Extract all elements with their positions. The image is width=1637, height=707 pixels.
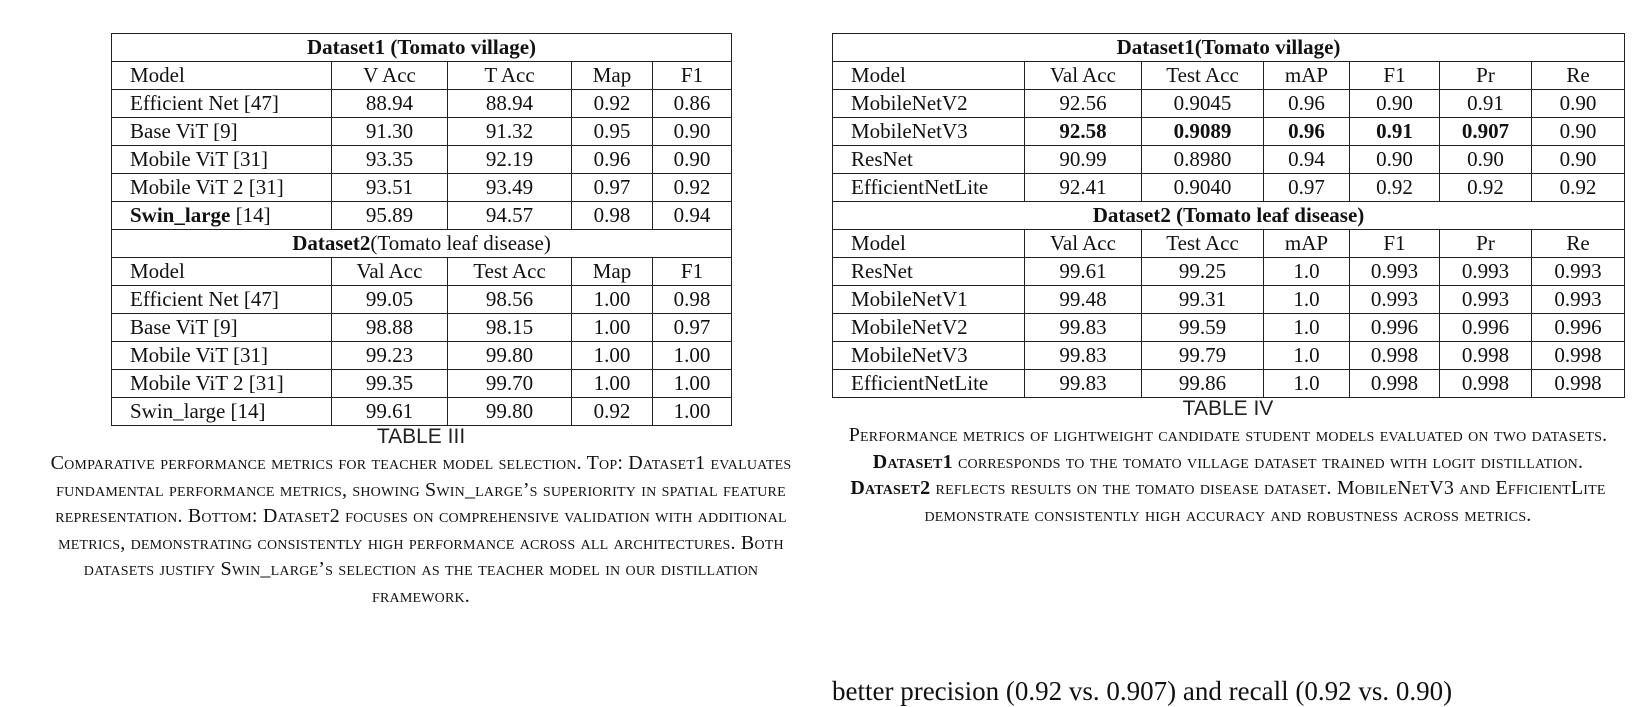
value-cell: 0.92 xyxy=(572,398,653,426)
value-cell: 0.92 xyxy=(1532,174,1625,202)
dataset2-title: Dataset2 xyxy=(292,231,371,255)
table-4-dataset1-header xyxy=(833,34,1625,62)
table-4-label: TABLE IV xyxy=(1182,397,1274,420)
value-cell: 99.80 xyxy=(448,398,572,426)
column-header: Val Acc xyxy=(1025,62,1142,90)
value-cell: 93.49 xyxy=(448,174,572,202)
table-3 xyxy=(111,33,732,426)
value-cell: 94.57 xyxy=(448,202,572,230)
value-cell: 99.35 xyxy=(332,370,448,398)
model-cell: Efficient Net [47] xyxy=(112,90,332,118)
model-cell: MobileNetV1 xyxy=(833,286,1025,314)
value-cell: 91.30 xyxy=(332,118,448,146)
value-cell: 99.05 xyxy=(332,286,448,314)
value-cell: 1.0 xyxy=(1264,258,1350,286)
value-cell: 0.8980 xyxy=(1142,146,1264,174)
value-cell: 99.79 xyxy=(1142,342,1264,370)
value-cell: 0.96 xyxy=(572,146,653,174)
model-cell: Base ViT [9] xyxy=(112,314,332,342)
value-cell: 98.15 xyxy=(448,314,572,342)
value-cell: 0.9045 xyxy=(1142,90,1264,118)
table-row xyxy=(112,398,732,426)
column-header: Model xyxy=(833,62,1025,90)
value-cell: 99.70 xyxy=(448,370,572,398)
column-header: F1 xyxy=(653,62,732,90)
value-cell: 0.9089 xyxy=(1142,118,1264,146)
caption-dataset2: Dataset2 xyxy=(850,477,931,500)
table-3-dataset2-columns xyxy=(112,258,732,286)
value-cell: 0.96 xyxy=(1264,118,1350,146)
value-cell: 0.993 xyxy=(1350,286,1440,314)
table-4-dataset2-header xyxy=(833,202,1625,230)
value-cell: 0.993 xyxy=(1440,286,1532,314)
model-reference: [14] xyxy=(230,203,271,227)
table-3-dataset2-header xyxy=(112,230,732,258)
table-row xyxy=(833,118,1625,146)
value-cell: 0.998 xyxy=(1350,342,1440,370)
column-header: Test Acc xyxy=(448,258,572,286)
value-cell: 99.61 xyxy=(332,398,448,426)
model-cell: Mobile ViT 2 [31] xyxy=(112,370,332,398)
dataset2-title: Dataset2 (Tomato leaf disease) xyxy=(833,202,1625,230)
column-header: Test Acc xyxy=(1142,62,1264,90)
caption-dataset1: Dataset1 xyxy=(872,450,953,473)
table-row xyxy=(112,174,732,202)
value-cell: 0.907 xyxy=(1440,118,1532,146)
value-cell: 99.86 xyxy=(1142,370,1264,398)
value-cell: 1.0 xyxy=(1264,286,1350,314)
column-header: mAP xyxy=(1264,62,1350,90)
value-cell: 0.996 xyxy=(1532,314,1625,342)
column-header: Val Acc xyxy=(332,258,448,286)
table-3-dataset1-header xyxy=(112,34,732,62)
column-header: F1 xyxy=(1350,62,1440,90)
value-cell: 99.23 xyxy=(332,342,448,370)
value-cell: 92.56 xyxy=(1025,90,1142,118)
value-cell: 0.98 xyxy=(572,202,653,230)
value-cell: 99.48 xyxy=(1025,286,1142,314)
value-cell: 1.00 xyxy=(653,398,732,426)
value-cell: 0.90 xyxy=(653,118,732,146)
caption-text: corresponds to the tomato village dataset trained with logit distillation. xyxy=(952,450,1584,473)
value-cell: 0.98 xyxy=(653,286,732,314)
value-cell: 0.993 xyxy=(1532,258,1625,286)
column-header: F1 xyxy=(653,258,732,286)
value-cell: 0.97 xyxy=(1264,174,1350,202)
table-4 xyxy=(832,33,1625,398)
value-cell: 0.993 xyxy=(1440,258,1532,286)
value-cell: 0.993 xyxy=(1532,286,1625,314)
model-cell: Swin_large [14] xyxy=(112,398,332,426)
value-cell: 90.99 xyxy=(1025,146,1142,174)
table-row xyxy=(112,202,732,230)
value-cell: 1.00 xyxy=(572,286,653,314)
value-cell: 99.80 xyxy=(448,342,572,370)
table-row xyxy=(833,370,1625,398)
table-row xyxy=(112,146,732,174)
value-cell: 92.19 xyxy=(448,146,572,174)
value-cell: 99.59 xyxy=(1142,314,1264,342)
value-cell: 98.56 xyxy=(448,286,572,314)
value-cell: 0.998 xyxy=(1440,342,1532,370)
model-cell: Efficient Net [47] xyxy=(112,286,332,314)
value-cell: 0.90 xyxy=(1350,90,1440,118)
table-3-caption: Comparative performance metrics for teacher model selection. Top: Dataset1 evaluates fundamental performance metrics, showing Swin_large’s superiority in spatial feature representation. Bottom: Dataset2 focuses on comprehensive validation with additional metrics, demonstrating consistently high performance across all architectures. Both datasets justify Swin_large’s selection as the teacher model in our distillation framework. xyxy=(50,452,792,607)
column-header: V Acc xyxy=(332,62,448,90)
caption-text: reflects results on the tomato disease dataset. MobileNetV3 and EfficientLite demonstrate consistently high accuracy and robustness across metrics. xyxy=(924,477,1606,526)
table-4-dataset2-columns xyxy=(833,230,1625,258)
value-cell: 0.998 xyxy=(1532,342,1625,370)
column-header: Re xyxy=(1532,62,1625,90)
model-cell: ResNet xyxy=(833,146,1025,174)
value-cell: 0.91 xyxy=(1350,118,1440,146)
table-row xyxy=(833,90,1625,118)
column-header: Re xyxy=(1532,230,1625,258)
model-cell: Mobile ViT 2 [31] xyxy=(112,174,332,202)
value-cell: 0.86 xyxy=(653,90,732,118)
model-cell: MobileNetV3 xyxy=(833,118,1025,146)
value-cell: 99.83 xyxy=(1025,370,1142,398)
column-header: Test Acc xyxy=(1142,230,1264,258)
value-cell: 93.35 xyxy=(332,146,448,174)
model-cell: MobileNetV3 xyxy=(833,342,1025,370)
model-cell: ResNet xyxy=(833,258,1025,286)
value-cell: 0.92 xyxy=(653,174,732,202)
value-cell: 92.41 xyxy=(1025,174,1142,202)
value-cell: 0.97 xyxy=(653,314,732,342)
value-cell: 99.83 xyxy=(1025,314,1142,342)
model-cell: Base ViT [9] xyxy=(112,118,332,146)
value-cell: 1.00 xyxy=(653,370,732,398)
table-4-caption xyxy=(832,422,1624,528)
value-cell: 0.95 xyxy=(572,118,653,146)
column-header: Map xyxy=(572,62,653,90)
value-cell: 0.996 xyxy=(1440,314,1532,342)
table-3-label: TABLE III xyxy=(376,425,466,448)
value-cell: 92.58 xyxy=(1025,118,1142,146)
value-cell: 0.90 xyxy=(653,146,732,174)
value-cell: 0.90 xyxy=(1532,146,1625,174)
value-cell: 0.993 xyxy=(1350,258,1440,286)
table-4-dataset1-columns xyxy=(833,62,1625,90)
table-row xyxy=(833,146,1625,174)
value-cell: 0.90 xyxy=(1532,90,1625,118)
value-cell: 99.61 xyxy=(1025,258,1142,286)
column-header: Model xyxy=(112,62,332,90)
value-cell: 1.00 xyxy=(572,342,653,370)
value-cell: 0.92 xyxy=(1350,174,1440,202)
table-row xyxy=(112,286,732,314)
model-cell xyxy=(112,202,332,230)
table-row xyxy=(112,342,732,370)
value-cell: 1.00 xyxy=(653,342,732,370)
value-cell: 1.0 xyxy=(1264,342,1350,370)
value-cell: 98.88 xyxy=(332,314,448,342)
table-row xyxy=(833,314,1625,342)
table-row xyxy=(833,342,1625,370)
column-header: Pr xyxy=(1440,62,1532,90)
column-header: T Acc xyxy=(448,62,572,90)
table-row xyxy=(112,370,732,398)
table-row xyxy=(112,314,732,342)
dataset1-subtitle: (Tomato village) xyxy=(390,35,537,59)
body-paragraph: better precision (0.92 vs. 0.907) and recall (0.92 vs. 0.90) xyxy=(832,676,1453,706)
table-row xyxy=(112,90,732,118)
value-cell: 0.96 xyxy=(1264,90,1350,118)
dataset2-subtitle: (Tomato leaf disease) xyxy=(370,231,551,255)
column-header: mAP xyxy=(1264,230,1350,258)
model-cell: EfficientNetLite xyxy=(833,370,1025,398)
column-header: Pr xyxy=(1440,230,1532,258)
value-cell: 99.25 xyxy=(1142,258,1264,286)
model-cell: MobileNetV2 xyxy=(833,90,1025,118)
value-cell: 1.00 xyxy=(572,370,653,398)
model-cell: Mobile ViT [31] xyxy=(112,146,332,174)
value-cell: 0.998 xyxy=(1532,370,1625,398)
model-cell: Mobile ViT [31] xyxy=(112,342,332,370)
dataset1-title: Dataset1 xyxy=(307,35,386,59)
value-cell: 99.83 xyxy=(1025,342,1142,370)
value-cell: 1.0 xyxy=(1264,370,1350,398)
value-cell: 0.97 xyxy=(572,174,653,202)
value-cell: 1.00 xyxy=(572,314,653,342)
model-cell: MobileNetV2 xyxy=(833,314,1025,342)
value-cell: 88.94 xyxy=(332,90,448,118)
table-3-dataset1-columns xyxy=(112,62,732,90)
table-row xyxy=(112,118,732,146)
value-cell: 0.92 xyxy=(572,90,653,118)
value-cell: 0.92 xyxy=(1440,174,1532,202)
model-cell: EfficientNetLite xyxy=(833,174,1025,202)
value-cell: 95.89 xyxy=(332,202,448,230)
value-cell: 0.90 xyxy=(1440,146,1532,174)
dataset1-title: Dataset1(Tomato village) xyxy=(833,34,1625,62)
value-cell: 0.996 xyxy=(1350,314,1440,342)
value-cell: 0.998 xyxy=(1350,370,1440,398)
column-header: Map xyxy=(572,258,653,286)
caption-text: Performance metrics of lightweight candidate student models evaluated on two datasets. xyxy=(848,424,1608,446)
value-cell: 88.94 xyxy=(448,90,572,118)
value-cell: 0.94 xyxy=(1264,146,1350,174)
value-cell: 93.51 xyxy=(332,174,448,202)
table-row xyxy=(833,258,1625,286)
value-cell: 0.9040 xyxy=(1142,174,1264,202)
column-header: Val Acc xyxy=(1025,230,1142,258)
value-cell: 0.998 xyxy=(1440,370,1532,398)
value-cell: 1.0 xyxy=(1264,314,1350,342)
table-row xyxy=(833,286,1625,314)
value-cell: 99.31 xyxy=(1142,286,1264,314)
value-cell: 0.90 xyxy=(1532,118,1625,146)
value-cell: 0.91 xyxy=(1440,90,1532,118)
table-row xyxy=(833,174,1625,202)
column-header: Model xyxy=(833,230,1025,258)
value-cell: 0.90 xyxy=(1350,146,1440,174)
column-header: Model xyxy=(112,258,332,286)
value-cell: 91.32 xyxy=(448,118,572,146)
model-name-bold: Swin_large xyxy=(130,203,231,227)
column-header: F1 xyxy=(1350,230,1440,258)
value-cell: 0.94 xyxy=(653,202,732,230)
